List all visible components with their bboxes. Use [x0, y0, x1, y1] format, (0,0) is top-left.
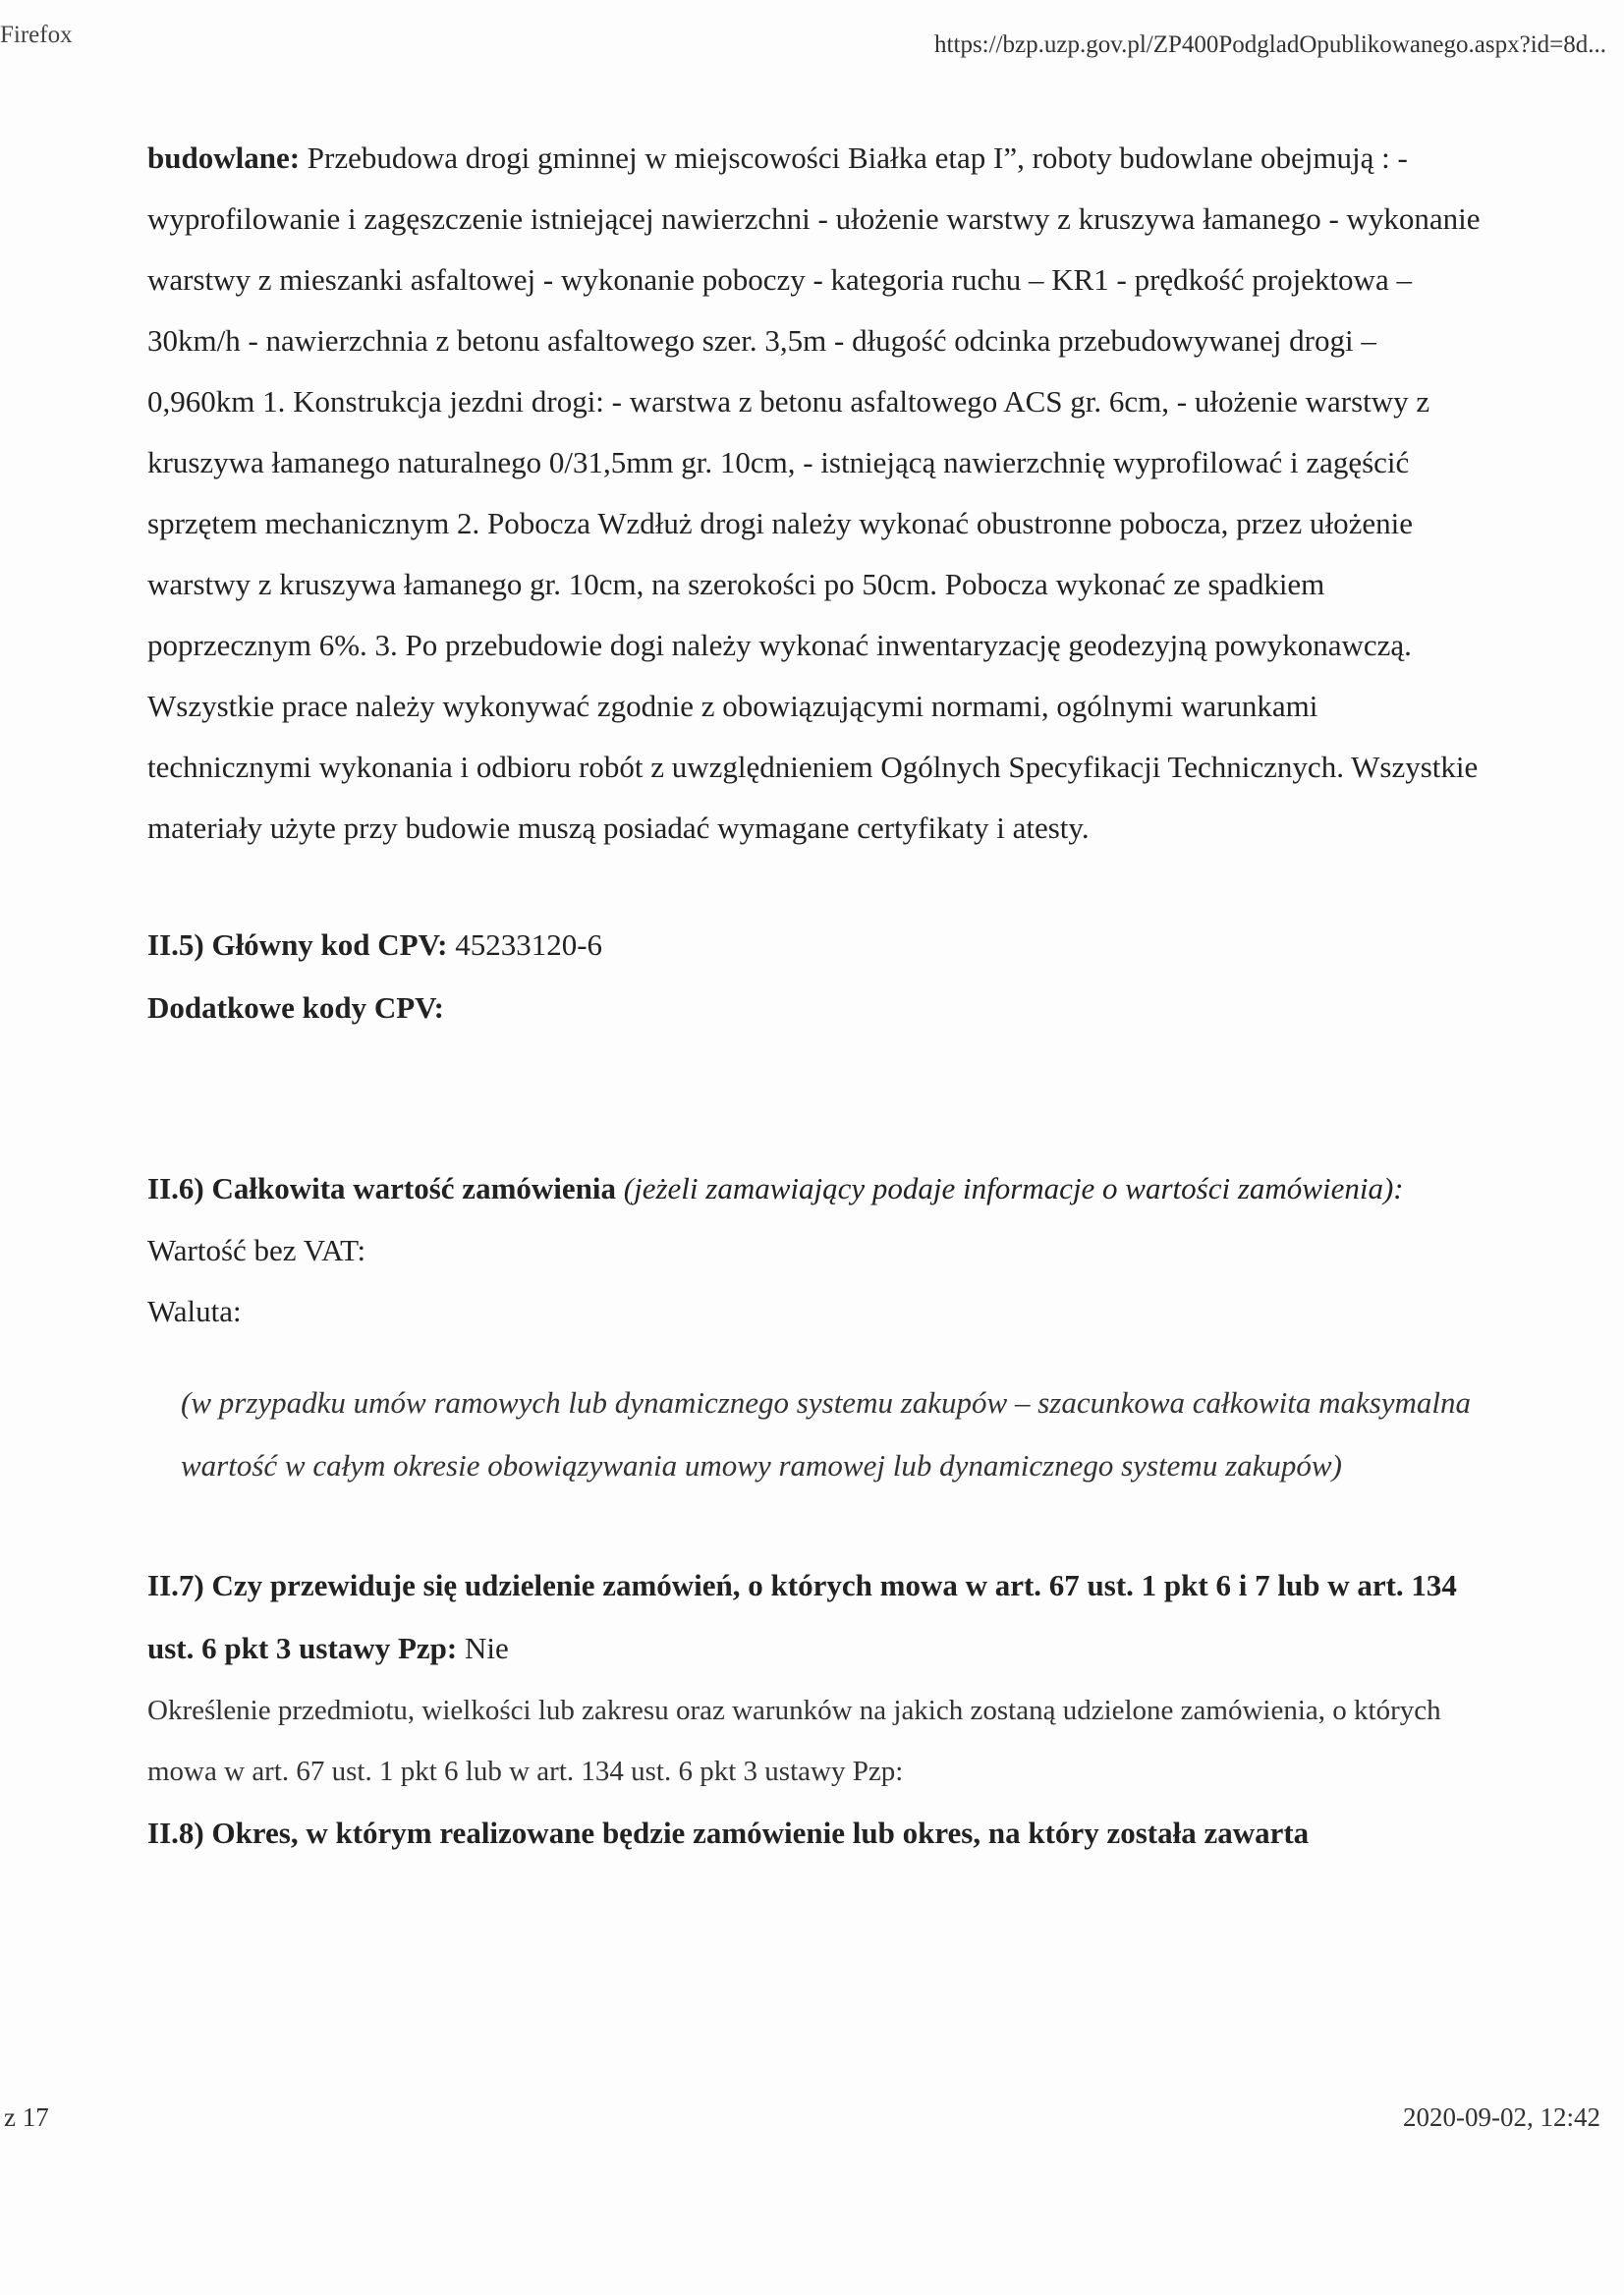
main-cpv-label: II.5) Główny kod CPV:: [147, 927, 448, 962]
total-value-title: II.6) Całkowita wartość zamówienia: [147, 1171, 617, 1205]
main-cpv-value: 45233120-6: [455, 927, 603, 962]
additional-cpv-label: Dodatkowe kody CPV:: [147, 990, 445, 1025]
document-body: [147, 128, 1484, 1865]
description-text: Przebudowa drogi gminnej w miejscowości Białka etap I”, roboty budowlane obejmują : - wyprofilowanie i zagęszczenie istniejącej nawierzchni - ułożenie warstwy z kruszywa łamanego - wykonanie warstwy z mieszanki asfaltowej - wykonanie poboczy - kategoria ruchu – KR1 - prędkość projektowa – 30km/h - nawierzchnia z betonu asfaltowego szer. 3,5m - długość odcinka przebudowywanej drogi – 0,960km 1. Konstrukcja jezdni drogi: - warstwa z betonu asfaltowego ACS gr. 6cm, - ułożenie warstwy z kruszywa łamanego naturalnego 0/31,5mm gr. 10cm, - istniejącą nawierzchnię wyprofilować i zagęścić sprzętem mechanicznym 2. Pobocza Wzdłuż drogi należy wykonać obustronne pobocza, przez ułożenie warstwy z kruszywa łamanego gr. 10cm, na szerokości po 50cm. Pobocza wykonać ze spadkiem poprzecznym 6%. 3. Po przebudowie dogi należy wykonać inwentaryzację geodezyjną powykonawczą. Wszystkie prace należy wykonywać zgodnie z obowiązującymi normami, ogólnymi warunkami technicznymi wykonania i odbioru robót z uwzględnieniem Ogólnych Specyfikacji Technicznych. Wszystkie materiały użyte przy budowie muszą posiadać wymagane certyfikaty i atesty.: [147, 140, 1481, 845]
page-url: https://bzp.uzp.gov.pl/ZP400PodgladOpublikowanego.aspx?id=8d...: [934, 31, 1606, 58]
section-ii7-detail: Określenie przedmiotu, wielkości lub zakresu oraz warunków na jakich zostaną udzielone zamówienia, o których mowa w art. 67 ust. 1 pkt 6 lub w art. 134 ust. 6 pkt 3 ustawy Pzp:: [147, 1695, 1441, 1787]
section-ii7-title: II.7) Czy przewiduje się udzielenie zamówień, o których mowa w art. 67 ust. 1 pkt 6 i 7 lub w art. 134 ust. 6 pkt 3 ustawy Pzp:: [147, 1568, 1457, 1665]
browser-name: Firefox: [0, 22, 73, 48]
total-value-note: (jeżeli zamawiający podaje informacje o wartości zamówienia):: [623, 1171, 1404, 1205]
description-label: budowlane:: [147, 140, 301, 175]
total-value-heading: [147, 1157, 1484, 1220]
vat-label: Wartość bez VAT:: [147, 1233, 366, 1267]
framework-note: (w przypadku umów ramowych lub dynamicznego systemu zakupów – szacunkowa całkowita maksymalna wartość w całym okresie obowiązywania umowy ramowej lub dynamicznego systemu zakupów): [181, 1385, 1472, 1483]
print-datetime: 2020-09-02, 12:42: [1403, 2102, 1600, 2132]
main-cpv: [147, 914, 1484, 977]
section-ii7-answer: Nie: [464, 1631, 509, 1665]
description-paragraph: [147, 128, 1484, 859]
currency-label: Waluta:: [147, 1294, 242, 1328]
section-ii7-heading: [147, 1554, 1484, 1680]
section-ii8-heading: II.8) Okres, w którym realizowane będzie zamówienie lub okres, na który została zawarta: [147, 1816, 1310, 1850]
page-number: z 17: [4, 2102, 49, 2132]
